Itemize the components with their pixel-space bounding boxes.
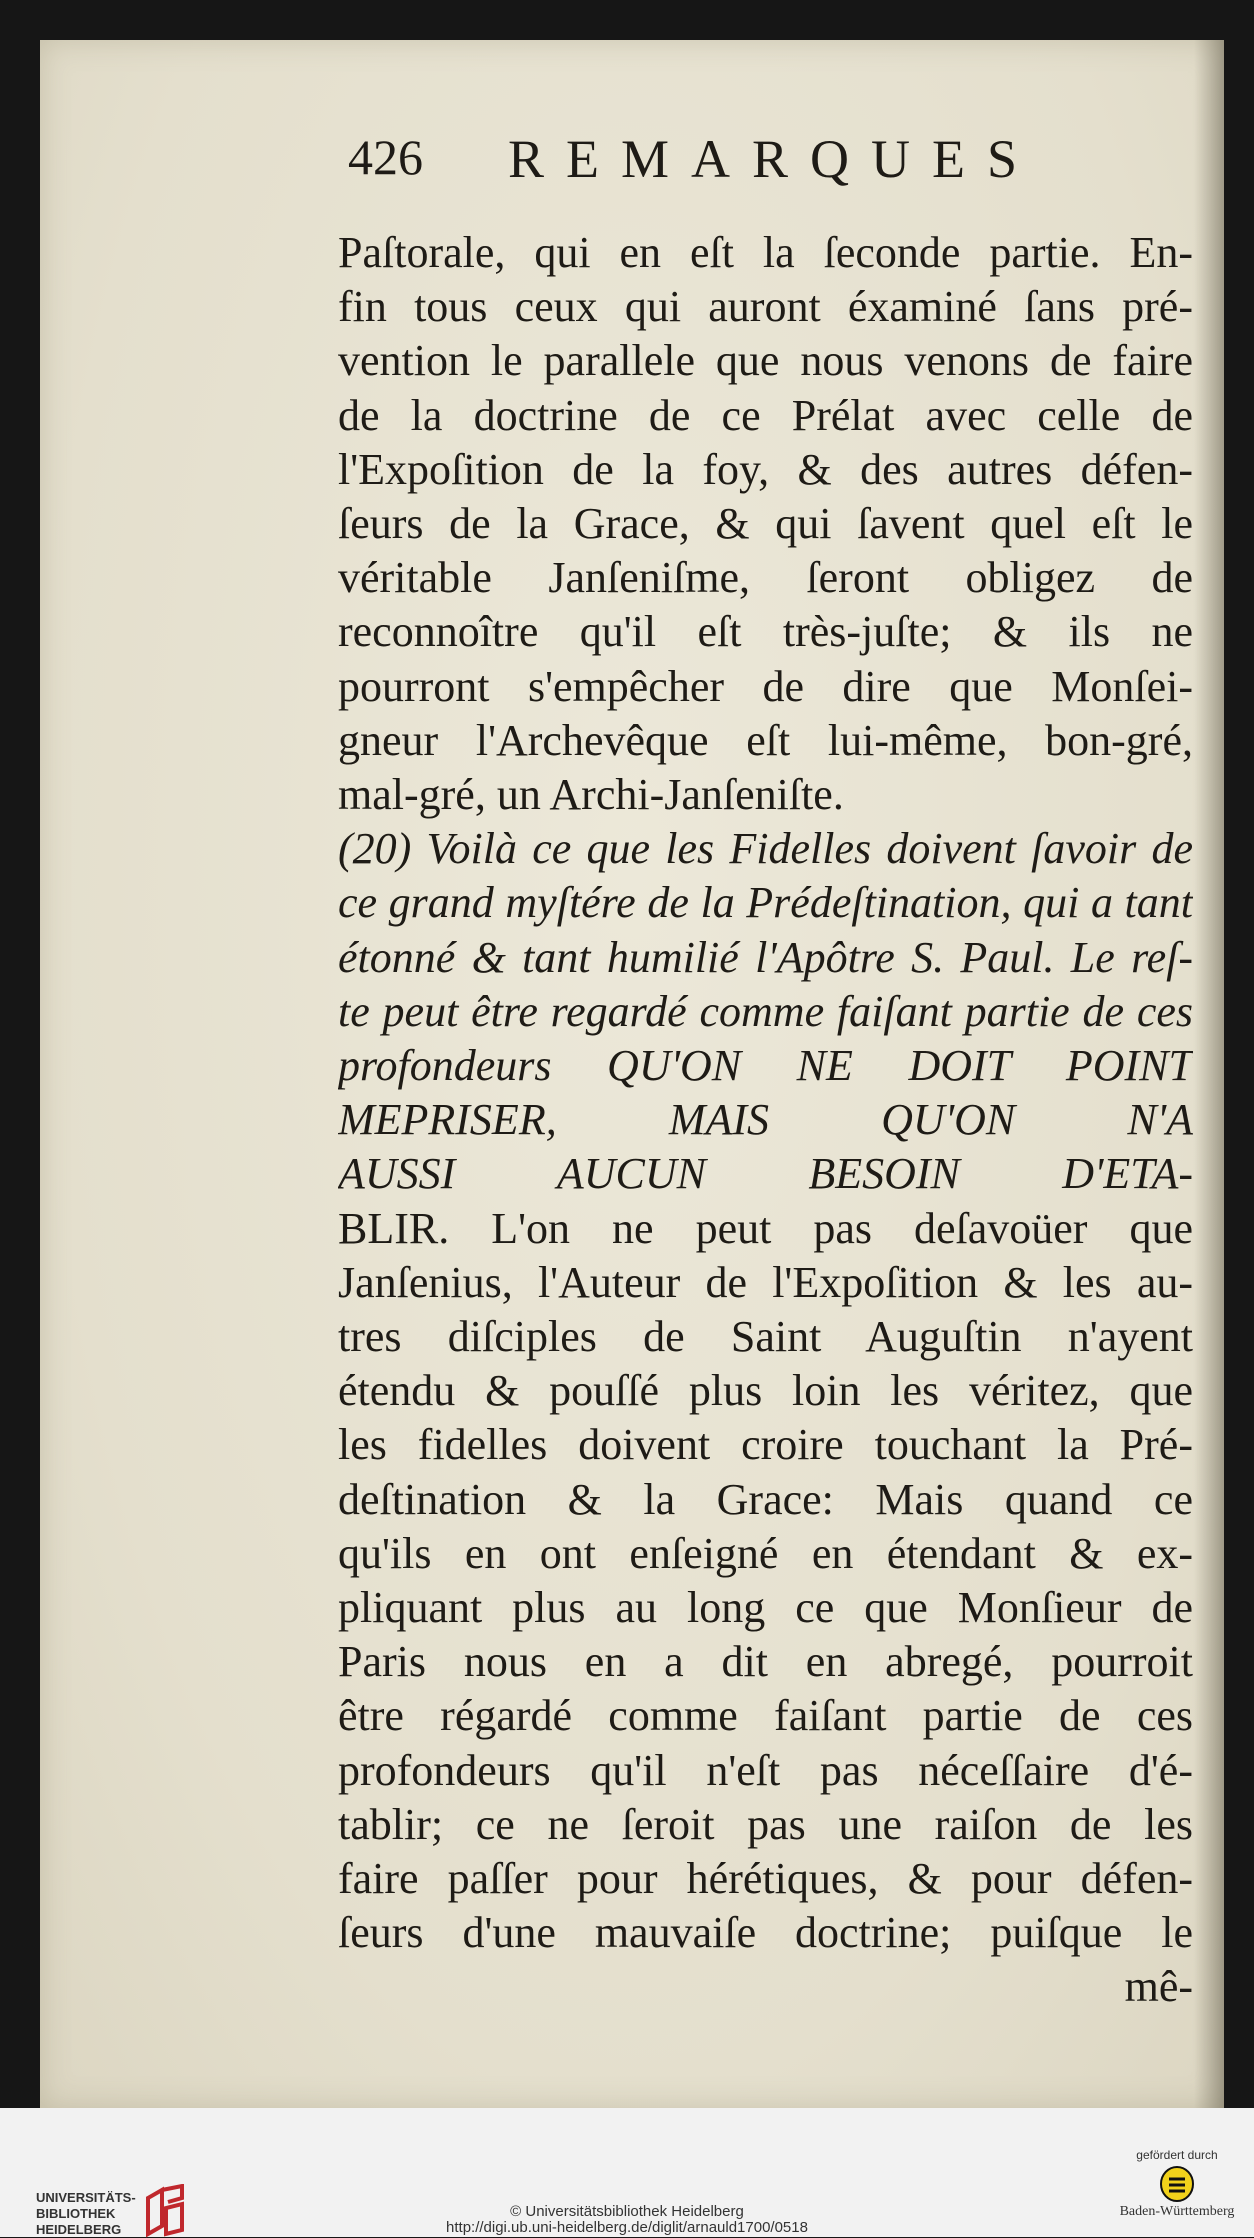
text-line: AUSSI AUCUN BESOIN D'ETA- [338,1149,1193,1199]
funded-by-label: gefördert durch [1136,2148,1218,2162]
text-line: tres diſciples de Saint Auguſtin n'ayent [338,1312,1193,1361]
text-line: gneur l'Archevêque eſt lui-même, bon-gré, [338,715,1193,765]
text-line: fin tous ceux qui auront éxaminé ſans pré- [338,282,1193,332]
text-line: véritable Janſeniſme, ſeront obligez de [338,553,1193,603]
text-line: ce grand myſtére de la Prédeſtination, qui a tant [338,878,1193,928]
text-line: Paris nous en a dit en abregé, pourroit [338,1637,1193,1687]
text-line: de la doctrine de ce Prélat avec celle de [338,390,1193,440]
text-line: Janſenius, l'Auteur de l'Expoſition & les au- [338,1257,1193,1307]
text-block [308,110,1220,2012]
text-line: tablir; ce ne ſeroit pas une raiſon de les [338,1799,1193,1849]
text-line: pliquant plus au long ce que Monſieur de [338,1583,1193,1632]
text-line: mal-gré, un Archi-Janſeniſte. [338,770,844,819]
text-line: reconnoître qu'il eſt très-juſte; & ils ne [338,607,1193,657]
library-name-line1: UNIVERSITÄTS- [36,2190,136,2205]
state-crest-icon [1160,2166,1194,2202]
text-line: faire paſſer pour hérétiques, & pour défen- [338,1854,1193,1903]
text-line: étonné & tant humilié l'Apôtre S. Paul. Le reſ- [338,932,1193,982]
text-line: vention le parallele que nous venons de faire [338,336,1193,386]
text-line: ſeurs d'une mauvaiſe doctrine; puiſque le [338,1908,1193,1958]
text-line: (20) Voilà ce que les Fidelles doivent ſavoir de [338,824,1193,874]
page-gutter-shadow [1194,40,1224,2108]
library-logo[interactable] [18,2130,188,2237]
text-line: MEPRISER, MAIS QU'ON N'A [338,1095,1193,1145]
text-line: ſeurs de la Grace, & qui ſavent quel eſt le [338,499,1193,548]
funder-logo[interactable] [1112,2148,1242,2220]
catchword: mê- [1124,1962,1193,2012]
text-line: être régardé comme faiſant partie de ces [338,1691,1193,1741]
text-line: deſtination & la Grace: Mais quand ce [338,1474,1193,1524]
text-line: l'Expoſition de la foy, & des autres défen- [338,444,1193,494]
text-line: profondeurs qu'il n'eſt pas néceſſaire d'é- [338,1745,1193,1795]
funder-name: Baden-Württemberg [1119,2204,1235,2219]
text-line: BLIR. L'on ne peut pas deſavoüer que [338,1203,1193,1253]
running-header [308,110,1220,196]
text-line: qu'ils en ont enſeigné en étendant & ex- [338,1528,1193,1578]
text-line: Paſtorale, qui en eſt la ſeconde partie. En- [338,228,1193,277]
text-line: pourront s'empêcher de dire que Monſei- [338,661,1193,711]
scanned-page [40,40,1224,2108]
page-number: 426 [348,129,423,185]
text-line: te peut être regardé comme faiſant partie de ces [338,986,1193,1036]
permalink-url[interactable]: http://digi.ub.uni-heidelberg.de/diglit/arnauld1700/0518 [446,2219,808,2236]
text-line: étendu & pouſſé plus loin les véritez, que [338,1366,1193,1416]
library-name-line3: HEIDELBERG [36,2222,122,2237]
copyright-text: © Universitätsbibliothek Heidelberg [510,2203,744,2220]
running-title: REMARQUES [508,129,1040,189]
copyright-notice [0,2204,1254,2236]
text-line: les fidelles doivent croire touchant la Pré- [338,1420,1193,1470]
library-name-line2: BIBLIOTHEK [36,2206,116,2221]
footer-bar [0,2108,1254,2237]
text-line: profondeurs QU'ON NE DOIT POINT [338,1041,1193,1090]
